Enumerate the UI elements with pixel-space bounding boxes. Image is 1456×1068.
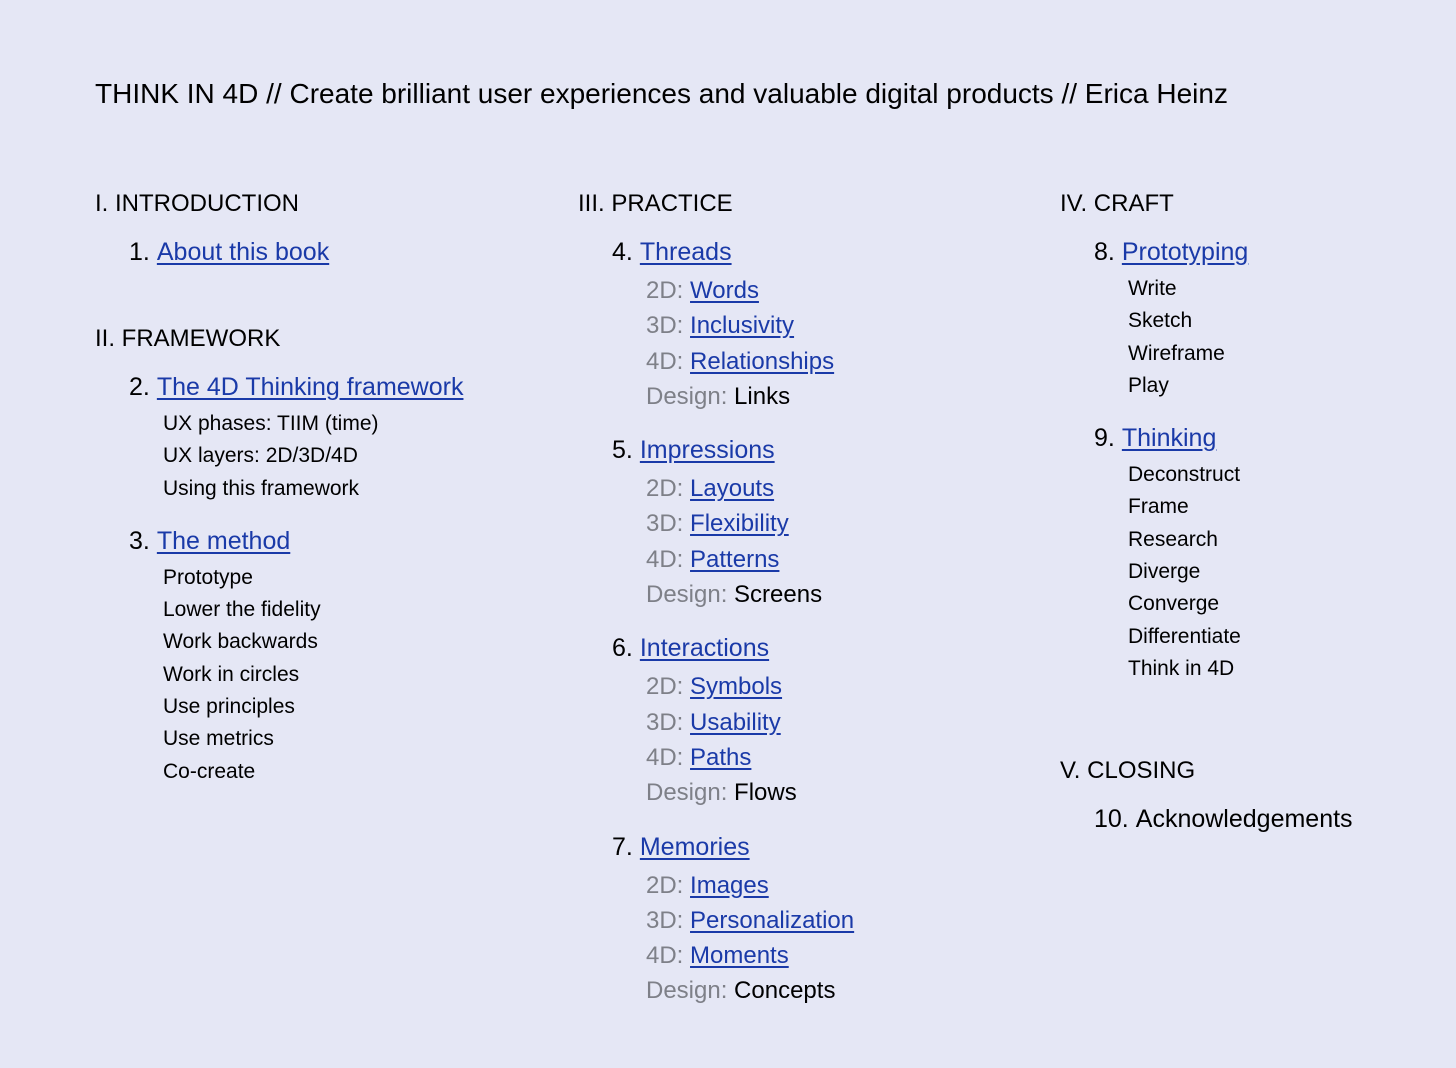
section-item: UX layers: 2D/3D/4D	[163, 444, 358, 468]
chapter-number: 5.	[612, 436, 633, 465]
section-item: Frame	[1128, 495, 1189, 519]
layer-label: 3D:	[646, 708, 684, 736]
section-item: Play	[1128, 373, 1169, 397]
layer-item	[646, 903, 854, 938]
layer-link-moments[interactable]: Moments	[690, 942, 789, 970]
chapter-6-layers	[646, 669, 854, 810]
chapter-number: 1.	[129, 238, 150, 266]
page-title: THINK IN 4D // Create brilliant user experiences and valuable digital products // Erica Heinz	[95, 78, 1228, 109]
layer-link-symbols[interactable]: Symbols	[690, 673, 783, 701]
column-intro-framework	[95, 190, 463, 810]
layer-link-words[interactable]: Words	[690, 277, 759, 304]
chapter-link-impressions[interactable]: Impressions	[639, 436, 775, 465]
design-value: Flows	[734, 779, 797, 807]
chapter-10	[1094, 805, 1353, 834]
layer-label: 4D:	[646, 942, 684, 970]
layer-label: 2D:	[646, 475, 684, 503]
layer-item	[646, 868, 854, 903]
chapter-link-interactions[interactable]: Interactions	[639, 634, 770, 663]
section-item: Using this framework	[163, 476, 360, 500]
chapter-5-layers	[646, 471, 854, 612]
section-item: Use metrics	[163, 727, 274, 751]
chapter-2	[129, 373, 463, 402]
design-value: Concepts	[734, 977, 836, 1005]
design-item	[646, 577, 854, 612]
chapter-7-layers	[646, 868, 854, 1009]
layer-link-paths[interactable]: Paths	[690, 743, 752, 771]
design-label: Design:	[646, 382, 728, 410]
layer-item	[646, 471, 854, 506]
chapter-2-sections	[163, 408, 463, 505]
layer-link-inclusivity[interactable]: Inclusivity	[690, 312, 795, 340]
layer-item	[646, 705, 854, 740]
chapter-number: 3.	[129, 526, 150, 555]
section-item: Lower the fidelity	[163, 598, 321, 622]
layer-link-patterns[interactable]: Patterns	[690, 545, 780, 573]
chapter-link-4d-thinking-framework[interactable]: The 4D Thinking framework	[156, 373, 464, 401]
part-heading-framework: II. FRAMEWORK	[95, 325, 281, 352]
section-item: Converge	[1128, 592, 1220, 616]
design-label: Design:	[646, 977, 728, 1005]
layer-label: 4D:	[646, 545, 684, 573]
chapter-number: 7.	[612, 832, 633, 861]
design-label: Design:	[646, 779, 728, 807]
section-item: Deconstruct	[1128, 463, 1241, 487]
chapter-number: 8.	[1094, 238, 1115, 266]
layer-item	[646, 938, 854, 973]
chapter-number: 4.	[612, 238, 633, 266]
chapter-3	[129, 527, 463, 556]
section-item: Wireframe	[1128, 341, 1225, 365]
chapter-link-about-this-book[interactable]: About this book	[156, 238, 330, 266]
layer-label: 3D:	[646, 906, 684, 934]
part-heading-practice: III. PRACTICE	[578, 190, 733, 217]
layer-link-flexibility[interactable]: Flexibility	[690, 510, 789, 538]
column-craft-closing	[1060, 190, 1353, 840]
layer-link-usability[interactable]: Usability	[690, 708, 781, 736]
section-item: Research	[1128, 527, 1218, 551]
chapter-link-prototyping[interactable]: Prototyping	[1121, 238, 1249, 266]
part-heading-closing: V. CLOSING	[1060, 757, 1196, 785]
layer-label: 4D:	[646, 743, 684, 771]
design-item	[646, 973, 854, 1008]
chapter-4	[612, 238, 854, 267]
chapter-number: 6.	[612, 634, 633, 663]
section-item: Write	[1128, 277, 1177, 300]
layer-item	[646, 273, 854, 308]
section-item: Use principles	[163, 695, 295, 719]
section-item: Differentiate	[1128, 624, 1241, 648]
design-value: Screens	[734, 581, 823, 609]
layer-item	[646, 506, 854, 541]
chapter-link-thinking[interactable]: Thinking	[1121, 424, 1217, 453]
chapter-6	[612, 634, 854, 663]
chapter-3-sections	[163, 562, 463, 788]
layer-label: 3D:	[646, 510, 684, 538]
section-item: UX phases: TIIM (time)	[163, 412, 379, 435]
chapter-link-threads[interactable]: Threads	[639, 238, 732, 266]
layer-link-relationships[interactable]: Relationships	[690, 347, 835, 375]
chapter-number: 2.	[129, 373, 150, 401]
layer-item	[646, 308, 854, 343]
column-practice	[578, 190, 854, 1031]
layer-item	[646, 669, 854, 704]
chapter-link-the-method[interactable]: The method	[156, 526, 291, 555]
layer-link-images[interactable]: Images	[690, 871, 769, 899]
chapter-8	[1094, 238, 1353, 267]
chapter-5	[612, 436, 854, 465]
layer-item	[646, 344, 854, 379]
section-item: Prototype	[163, 565, 253, 589]
layer-link-layouts[interactable]: Layouts	[690, 475, 775, 503]
layer-item	[646, 740, 854, 775]
section-item: Work in circles	[163, 662, 300, 686]
chapter-number: 10.	[1094, 805, 1129, 834]
section-item: Think in 4D	[1128, 656, 1235, 680]
chapter-number: 9.	[1094, 424, 1115, 453]
chapter-7	[612, 833, 854, 862]
part-heading-craft: IV. CRAFT	[1060, 190, 1174, 217]
section-item: Sketch	[1128, 309, 1193, 333]
section-item: Work backwards	[163, 630, 318, 654]
chapter-1	[129, 238, 463, 267]
layer-link-personalization[interactable]: Personalization	[690, 906, 855, 934]
layer-label: 4D:	[646, 347, 684, 375]
chapter-8-sections	[1128, 273, 1353, 402]
layer-label: 2D:	[646, 673, 684, 701]
layer-label: 2D:	[646, 277, 684, 304]
chapter-link-memories[interactable]: Memories	[639, 832, 750, 861]
design-item	[646, 379, 854, 414]
section-item: Co-create	[163, 759, 256, 783]
chapter-label-acknowledgements: Acknowledgements	[1135, 805, 1353, 834]
layer-label: 3D:	[646, 312, 684, 340]
chapter-9-sections	[1128, 459, 1353, 685]
design-value: Links	[734, 382, 791, 410]
part-heading-introduction: I. INTRODUCTION	[95, 190, 299, 217]
design-item	[646, 775, 854, 810]
section-item: Diverge	[1128, 560, 1201, 584]
layer-item	[646, 542, 854, 577]
chapter-4-layers	[646, 273, 854, 414]
chapter-9	[1094, 424, 1353, 453]
design-label: Design:	[646, 581, 728, 609]
layer-label: 2D:	[646, 871, 684, 899]
